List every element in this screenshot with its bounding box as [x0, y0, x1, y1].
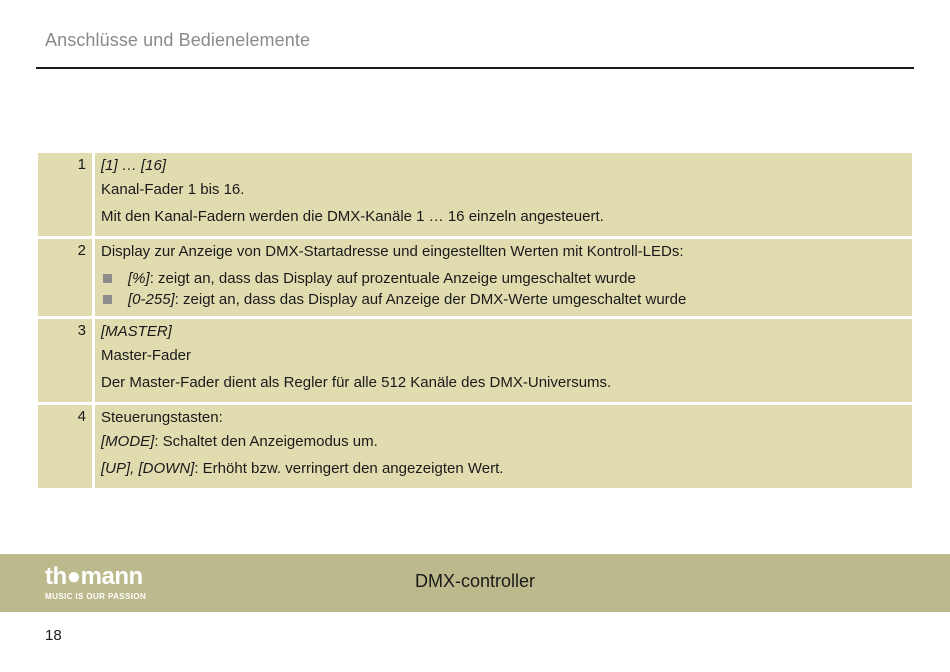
row-description — [95, 405, 912, 488]
control-label: [0-255] — [128, 291, 175, 308]
description-text: Display zur Anzeige von DMX-Startadresse und eingestellten Werten mit Kontroll-LEDs: — [101, 243, 684, 260]
list-item-text — [128, 289, 686, 310]
control-label: [MASTER] — [101, 323, 172, 340]
list-item — [101, 289, 906, 310]
page-number: 18 — [45, 627, 62, 644]
description-text: Kanal-Fader 1 bis 16. — [101, 181, 245, 198]
description-line — [101, 176, 906, 203]
description-text: : zeigt an, dass das Display auf prozentuale Anzeige umgeschaltet wurde — [149, 270, 636, 287]
footer-product-name: DMX-controller — [414, 571, 536, 591]
description-text: : Erhöht bzw. verringert den angezeigten Wert. — [194, 460, 504, 477]
row-number: 4 — [38, 405, 92, 488]
control-label: [%] — [128, 270, 150, 287]
description-line — [101, 242, 906, 262]
description-line — [101, 455, 906, 482]
list-item — [101, 268, 906, 289]
row-number: 1 — [38, 153, 92, 236]
list-item-text — [128, 268, 636, 289]
description-text: Master-Fader — [101, 347, 192, 364]
description-text: Steuerungstasten: — [101, 409, 223, 426]
control-label: [1] … [16] — [101, 157, 167, 174]
description-line — [101, 428, 906, 455]
description-line — [101, 369, 906, 396]
description-text: Mit den Kanal-Fadern werden die DMX-Kanäle 1 … 16 einzeln angesteuert. — [101, 208, 604, 225]
row-description — [95, 153, 912, 236]
table-row — [38, 319, 912, 402]
controls-table — [38, 153, 912, 491]
table-row — [38, 405, 912, 488]
row-description — [95, 239, 912, 316]
row-number: 3 — [38, 319, 92, 402]
page-header-title: Anschlüsse und Bedienelemente — [45, 30, 311, 50]
description-line — [101, 408, 906, 428]
description-text: Der Master-Fader dient als Regler für alle 512 Kanäle des DMX-Universums. — [101, 374, 612, 391]
description-line — [101, 342, 906, 369]
logo-tagline: MUSIC IS OUR PASSION — [45, 592, 147, 601]
header-divider — [36, 67, 914, 69]
logo-wordmark: th●mann — [45, 563, 143, 590]
table-row — [38, 239, 912, 316]
description-text: : Schaltet den Anzeigemodus um. — [154, 433, 378, 450]
description-text: : zeigt an, dass das Display auf Anzeige der DMX-Werte umgeschaltet wurde — [174, 291, 687, 308]
row-description — [95, 319, 912, 402]
description-line — [101, 203, 906, 230]
bullet-list — [101, 262, 906, 310]
square-bullet-icon — [103, 295, 112, 304]
description-line — [101, 322, 906, 342]
control-label: [MODE] — [101, 433, 155, 450]
description-line — [101, 156, 906, 176]
table-row — [38, 153, 912, 236]
square-bullet-icon — [103, 274, 112, 283]
control-label: [UP], [DOWN] — [101, 460, 195, 477]
row-number: 2 — [38, 239, 92, 316]
